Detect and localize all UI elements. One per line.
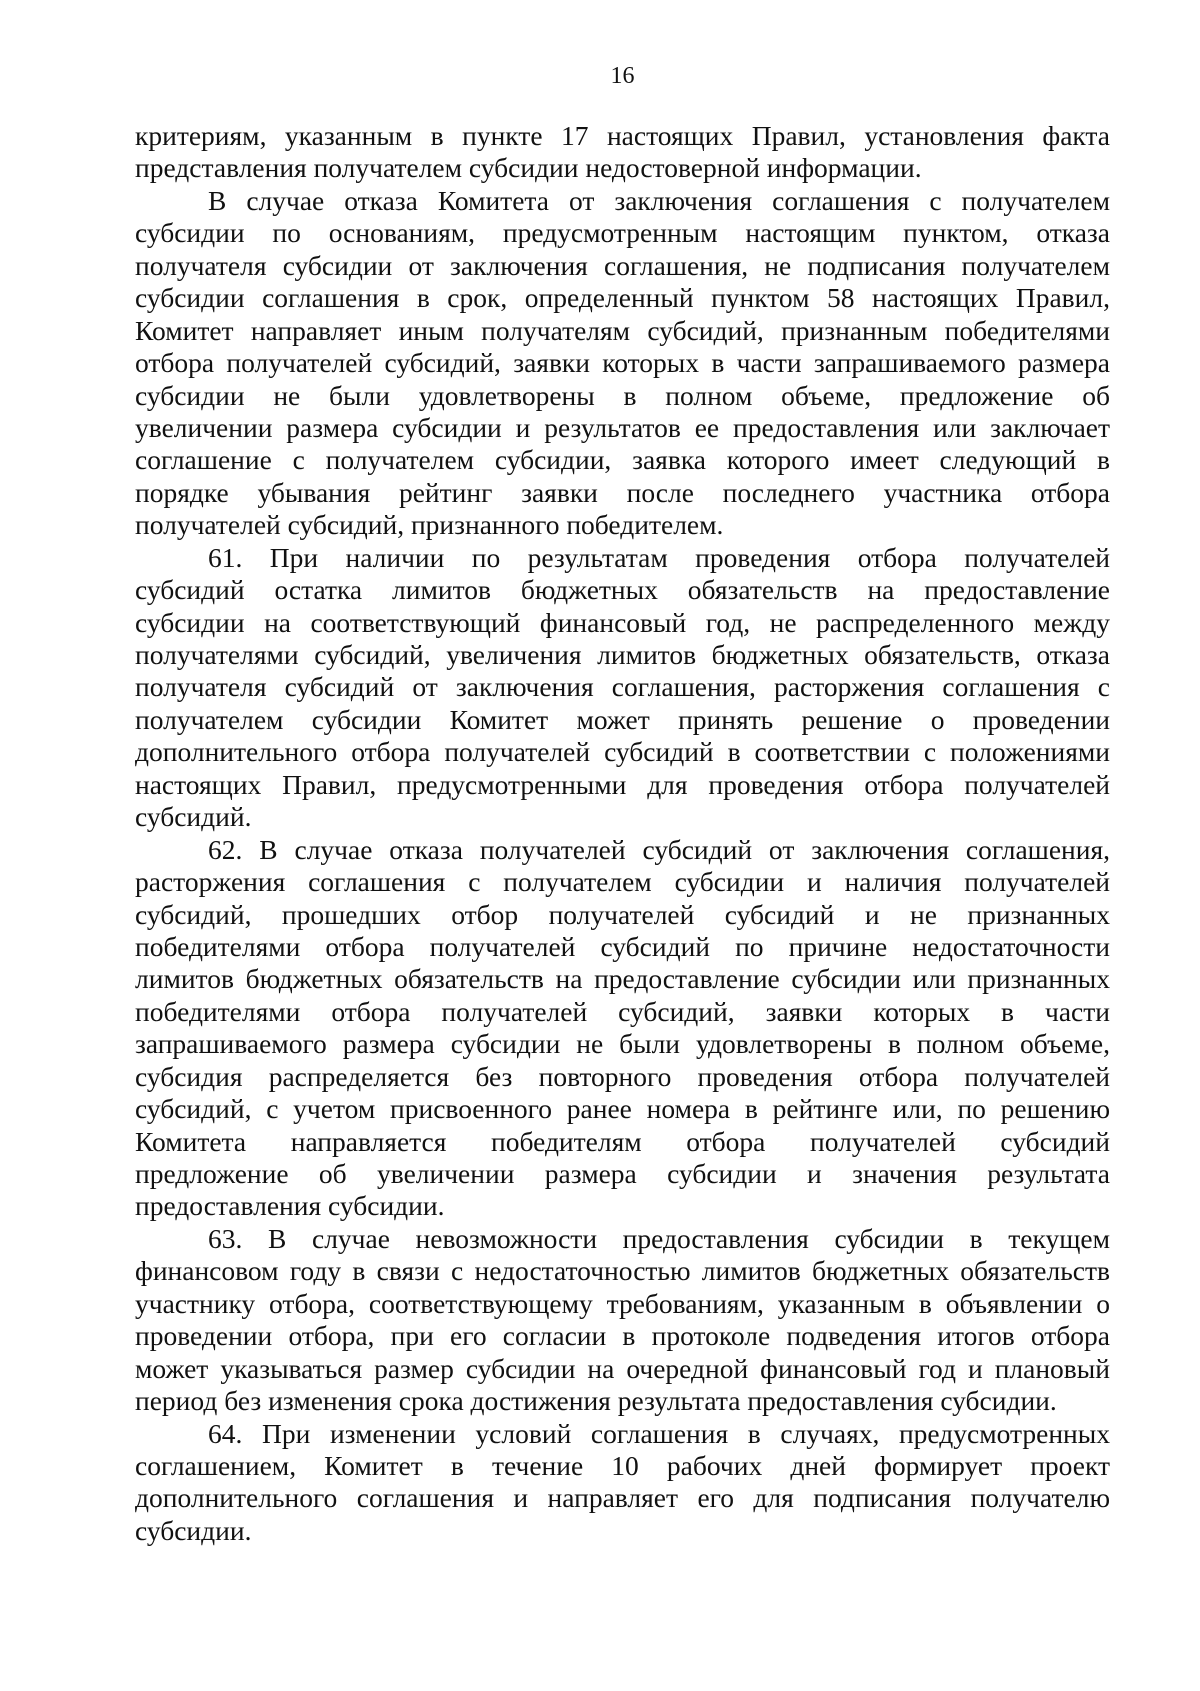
text-line: получателя субсидии от заключения соглашения, не подписания получателем [135, 249, 1110, 281]
text-line: отбора получателей субсидий, заявки которых в части запрашиваемого размера [135, 347, 1110, 379]
text-line: соглашением, Комитет в течение 10 рабочих дней формирует проект [135, 1449, 1110, 1481]
text-line: дополнительного соглашения и направляет его для подписания получателю [135, 1482, 1110, 1514]
text-line: увеличении размера субсидии и результатов ее предоставления или заключает [135, 411, 1110, 443]
document-body [135, 120, 1110, 1547]
text-line: Комитета направляется победителям отбора получателей субсидий [135, 1125, 1110, 1157]
text-line: субсидии соглашения в срок, определенный пунктом 58 настоящих Правил, [135, 282, 1110, 314]
text-line: дополнительного отбора получателей субсидий в соответствии с положениями [135, 736, 1110, 768]
text-line: участнику отбора, соответствующему требованиям, указанным в объявлении о [135, 1287, 1110, 1319]
text-line: может указываться размер субсидии на очередной финансовый год и плановый [135, 1352, 1110, 1384]
paragraph-first-line: 62. В случае отказа получателей субсидий от заключения соглашения, [208, 833, 1110, 865]
text-line: критериям, указанным в пункте 17 настоящих Правил, установления факта [135, 120, 1110, 151]
text-line: представления получателем субсидии недостоверной информации. [135, 152, 922, 184]
text-line: настоящих Правил, предусмотренными для проведения отбора получателей [135, 768, 1110, 800]
text-line: Комитет направляет иным получателям субсидий, признанным победителями [135, 314, 1110, 346]
text-line: расторжения соглашения с получателем субсидии и наличия получателей [135, 866, 1110, 898]
page-number: 16 [610, 63, 635, 89]
text-line: лимитов бюджетных обязательств на предоставление субсидии или признанных [135, 963, 1110, 995]
text-line: период без изменения срока достижения результата предоставления субсидии. [135, 1385, 1057, 1417]
text-line: субсидия распределяется без повторного проведения отбора получателей [135, 1060, 1110, 1092]
paragraph-first-line: В случае отказа Комитета от заключения соглашения с получателем [208, 184, 1110, 216]
text-line: получателя субсидий от заключения соглашения, расторжения соглашения с [135, 671, 1110, 703]
text-line: запрашиваемого размера субсидии не были удовлетворены в полном объеме, [135, 1028, 1110, 1060]
text-line: получателями субсидий, увеличения лимитов бюджетных обязательств, отказа [135, 639, 1110, 670]
text-line: победителями отбора получателей субсидий, заявки которых в части [135, 995, 1110, 1027]
text-line: субсидий. [135, 801, 252, 833]
text-line: победителями отбора получателей субсидий по причине недостаточности [135, 930, 1110, 962]
text-line: предложение об увеличении размера субсидии и значения результата [135, 1158, 1110, 1189]
text-line: получателей субсидий, признанного победителем. [135, 509, 724, 541]
text-line: субсидий, с учетом присвоенного ранее номера в рейтинге или, по решению [135, 1093, 1110, 1125]
text-line: субсидий, прошедших отбор получателей субсидий и не признанных [135, 898, 1110, 930]
text-line: получателем субсидии Комитет может принять решение о проведении [135, 703, 1110, 735]
text-line: субсидии по основаниям, предусмотренным настоящим пунктом, отказа [135, 217, 1110, 249]
text-line: соглашение с получателем субсидии, заявка которого имеет следующий в [135, 444, 1110, 476]
text-line: порядке убывания рейтинг заявки после последнего участника отбора [135, 476, 1110, 508]
text-line: субсидии не были удовлетворены в полном объеме, предложение об [135, 379, 1110, 411]
paragraph-first-line: 63. В случае невозможности предоставления субсидии в текущем [208, 1222, 1110, 1254]
text-line: проведении отбора, при его согласии в протоколе подведения итогов отбора [135, 1320, 1110, 1352]
text-line: субсидии. [135, 1514, 252, 1546]
text-line: финансовом году в связи с недостаточностью лимитов бюджетных обязательств [135, 1255, 1110, 1287]
text-line: предоставления субсидии. [135, 1190, 445, 1222]
paragraph-first-line: 64. При изменении условий соглашения в случаях, предусмотренных [208, 1417, 1110, 1449]
text-line: субсидий остатка лимитов бюджетных обязательств на предоставление [135, 574, 1110, 606]
paragraph-first-line: 61. При наличии по результатам проведения отбора получателей [208, 541, 1110, 573]
text-line: субсидии на соответствующий финансовый год, не распределенного между [135, 606, 1110, 638]
